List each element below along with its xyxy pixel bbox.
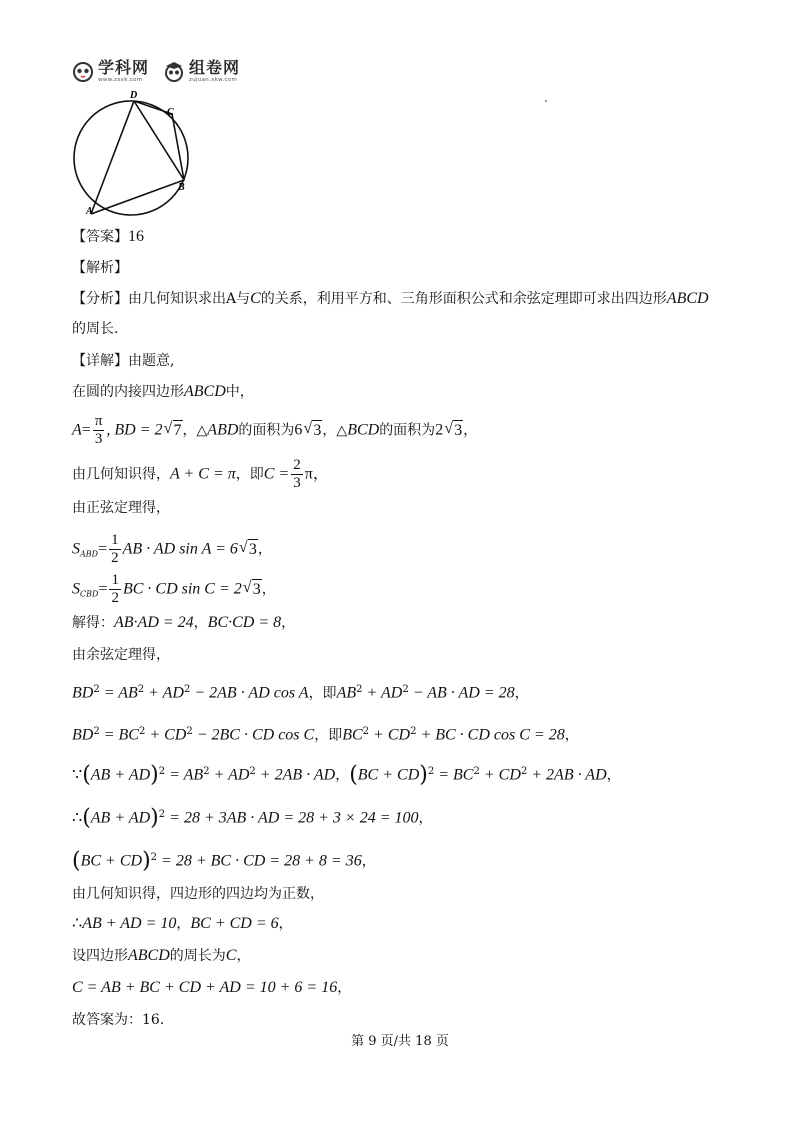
l2-r3a: √ 3 <box>312 420 322 441</box>
line-10 <box>72 722 579 746</box>
l6-r: √ 3 <box>252 579 262 600</box>
l1-c: 中， <box>225 384 254 400</box>
l5-body: AB · AD sin A = 6 <box>122 540 238 558</box>
l6-sub: CBD <box>80 589 99 599</box>
l7-a: 解得： <box>72 615 114 631</box>
sq: 2 <box>183 684 191 695</box>
xiangjie-line <box>72 351 174 371</box>
l10-b: = BC <box>99 726 139 744</box>
line-4: 由正弦定理得， <box>72 500 170 516</box>
l12-a: AB + AD <box>90 809 151 827</box>
sq: 2 <box>249 766 256 777</box>
l3-d: C = <box>263 465 290 483</box>
sq: 2 <box>356 684 363 695</box>
l5-num: 1 <box>111 532 119 548</box>
vertex-label-d: D <box>130 90 138 101</box>
logo2-name: 组卷网 <box>189 58 241 77</box>
xiangjie-text: 由题意, <box>128 353 175 369</box>
l6-s: S <box>72 580 80 598</box>
l10-i: ， <box>564 727 579 744</box>
l2-v1: 6 <box>294 421 303 439</box>
sq: 2 <box>93 684 100 695</box>
one-half-b <box>109 573 121 606</box>
l5-s: S <box>72 540 80 558</box>
line-11: ∵(AB + $AD)^2 = AB^2 + AD^2 + 2AB$ · AD，$(BC + CD)^2 = BC^2 + CD^2 + 2AB$ · AD， <box>72 762 621 788</box>
fenxi-line <box>72 289 709 309</box>
fenxi-cont: 的周长. <box>72 321 119 337</box>
l2-t2: 的面积为 <box>238 422 295 439</box>
l9-g: + AD <box>362 684 403 702</box>
l7-b: AB·AD = 24 <box>114 614 194 631</box>
owl-cap-logo-icon <box>163 60 185 82</box>
sq: 2 <box>362 726 370 737</box>
analysis-tag: 【解析】 <box>72 260 128 276</box>
l6-body: BC · CD sin C = 2 <box>122 580 242 598</box>
two-thirds <box>291 458 303 491</box>
l1-a: 在圆的内接四边形 <box>72 384 184 400</box>
l2-r7: √ 7 <box>173 420 183 441</box>
l11-f: BC + CD <box>357 766 420 784</box>
l11-b: = AB <box>165 766 204 784</box>
l16-c: 的周长为 <box>169 948 226 964</box>
xiangjie-tag: 【详解】 <box>72 353 128 369</box>
l16-e: ， <box>236 948 251 964</box>
sqp: 2 <box>150 852 158 863</box>
l17-b: ， <box>337 980 352 996</box>
sq: 2 <box>402 684 409 695</box>
l3-a: 由几何知识得， <box>72 466 170 483</box>
l2-num: π <box>94 413 103 429</box>
l16-a: 设四边形 <box>72 948 128 964</box>
l9-b: = AB <box>99 684 138 702</box>
line-3 <box>72 458 329 491</box>
because-symbol: ∵ <box>72 766 83 784</box>
l16-b: ABCD <box>128 947 170 964</box>
l11-g: = BC <box>434 766 474 784</box>
l2-abd: ABD <box>207 421 239 439</box>
l6-num: 1 <box>111 572 119 588</box>
l13-b: = 28 + BC · CD = 28 + 8 = 36 <box>157 852 362 870</box>
l16-d: C <box>225 947 237 964</box>
l5-end: ， <box>257 541 272 558</box>
line-2 <box>72 414 477 447</box>
l15-d: ， <box>278 916 293 932</box>
l5-eq: = <box>98 540 108 558</box>
logo2-url: zujuan.xkw.com <box>189 77 238 83</box>
page-footer: 第 9 页/共 18 页 <box>351 1034 449 1049</box>
l2-a: A <box>72 421 82 439</box>
sq: 2 <box>93 726 100 737</box>
l2-t1: ，△ <box>182 422 208 439</box>
l9-i: ， <box>514 685 529 702</box>
l9-e: ，即 <box>308 685 337 702</box>
l2-eq: = <box>81 421 91 439</box>
sq: 2 <box>410 726 417 737</box>
line-16 <box>72 946 250 966</box>
l17-a: C = AB + BC + CD + AD = 10 + 6 = 16 <box>72 979 338 996</box>
l11-d: + 2AB · AD <box>255 766 336 784</box>
line-5 <box>72 533 272 566</box>
fenxi-abcd: ABCD <box>666 290 709 307</box>
l11-i: + 2AB · AD <box>527 766 607 784</box>
l10-g: + CD <box>369 726 411 744</box>
line-9 <box>72 680 529 704</box>
l11-c: + AD <box>209 766 250 784</box>
line-17 <box>72 978 351 998</box>
l5-den: 2 <box>111 550 119 566</box>
l2-bd: , BD = 2 <box>106 421 163 439</box>
sq: 2 <box>138 726 146 737</box>
zxxk-logo[interactable] <box>72 60 149 84</box>
l7-d: BC·CD = 8 <box>207 614 282 631</box>
answer-line <box>72 227 144 247</box>
l9-h: − AB · AD = 28 <box>408 684 515 702</box>
l2-r3b: √ 3 <box>453 420 463 441</box>
l1-b: ABCD <box>184 383 226 400</box>
sq: 2 <box>186 726 193 737</box>
l15-a: AB + AD = 10 <box>82 915 177 932</box>
l9-c: + AD <box>144 684 184 702</box>
line-8: 由余弦定理得， <box>72 647 170 663</box>
l3-den: 3 <box>293 475 301 491</box>
l10-e: ，即 <box>314 727 343 744</box>
l10-a: BD <box>72 726 94 744</box>
l2-v2: 2 <box>435 421 444 439</box>
l11-h: + CD <box>479 766 521 784</box>
sq: 2 <box>203 766 210 777</box>
l15-c: BC + CD = 6 <box>190 915 279 932</box>
l11-a: AB + AD <box>90 766 151 784</box>
l3-b: A + C = π <box>170 465 236 483</box>
l3-c: ，即 <box>235 466 264 483</box>
sq: 2 <box>137 684 145 695</box>
line-7 <box>72 613 295 633</box>
l2-t3: ，△ <box>322 422 348 439</box>
l9-a: BD <box>72 684 94 702</box>
line-18: 故答案为：16. <box>72 1012 165 1028</box>
therefore-symbol: ∴ <box>72 809 83 827</box>
fenxi-text-a: 由几何知识求出A与 <box>128 291 251 307</box>
sqp: 2 <box>158 809 166 820</box>
pi-over-3 <box>93 414 105 447</box>
owl-logo-icon <box>72 60 94 82</box>
l3-e: π， <box>304 465 329 483</box>
line-13: (BC + CD)$^2$ = 28 + BC · CD = 28 + 8 = 36， <box>72 848 376 874</box>
answer-tag: 【答案】 <box>72 229 128 245</box>
l13-a: BC + CD <box>80 852 143 870</box>
line-12: ∴(AB + AD)$^2$ = 28 + 3AB · AD = 28 + 3 × 24 = 100， <box>72 805 433 831</box>
l15-b: ， <box>176 916 191 932</box>
l12-c: ， <box>418 810 433 827</box>
vertex-label-b: B <box>178 182 185 193</box>
l7-e: ， <box>281 615 296 631</box>
sq: 2 <box>520 766 528 777</box>
inscribed-quadrilateral-figure <box>66 82 200 220</box>
fenxi-tag: 【分析】 <box>72 291 128 307</box>
l2-bcd: BCD <box>347 421 380 439</box>
therefore-symbol-2: ∴ <box>72 915 83 932</box>
l5-r: √ 3 <box>248 539 258 560</box>
l9-f: AB <box>336 684 357 702</box>
l2-t5: ， <box>463 422 478 439</box>
stray-dot <box>545 100 547 102</box>
l10-d: − 2BC · CD cos C <box>192 726 315 744</box>
line-15 <box>72 914 293 934</box>
sq: 2 <box>473 766 480 777</box>
zujuan-logo[interactable] <box>163 60 240 84</box>
analysis-heading <box>72 258 128 278</box>
l6-eq: = <box>98 580 108 598</box>
vertex-label-c: C <box>167 107 174 118</box>
line-6 <box>72 573 276 606</box>
l13-c: ， <box>361 853 376 870</box>
line-14: 由几何知识得，四边形的四边均为正数， <box>72 886 324 902</box>
logo1-name: 学科网 <box>98 58 150 77</box>
answer-value: 16 <box>128 228 144 245</box>
l9-d: − 2AB · AD cos A <box>190 684 309 702</box>
l2-t4: 的面积为 <box>379 422 436 439</box>
l10-c: + CD <box>145 726 187 744</box>
l10-h: + BC · CD cos C = 28 <box>416 726 565 744</box>
fenxi-c: C <box>250 290 261 307</box>
l2-den: 3 <box>94 431 103 447</box>
logo1-url: www.zxxk.com <box>98 77 143 83</box>
sqp: 2 <box>427 766 435 777</box>
sqp: 2 <box>158 766 166 777</box>
l6-end: ， <box>261 581 276 598</box>
l12-b: = 28 + 3AB · AD = 28 + 3 × 24 = 100 <box>165 809 419 827</box>
fenxi-text-b: 的关系，利用平方和、三角形面积公式和余弦定理即可求出四边形 <box>260 291 667 307</box>
l6-den: 2 <box>111 590 119 606</box>
l11-j: ， <box>606 767 621 784</box>
vertex-label-a: A <box>86 206 93 217</box>
l11-e: ， <box>335 767 350 784</box>
line-1 <box>72 382 254 402</box>
l5-sub: ABD <box>80 549 99 559</box>
l3-num: 2 <box>293 457 301 473</box>
one-half-a <box>109 533 121 566</box>
l7-c: ， <box>193 615 208 631</box>
l10-f: BC <box>342 726 363 744</box>
